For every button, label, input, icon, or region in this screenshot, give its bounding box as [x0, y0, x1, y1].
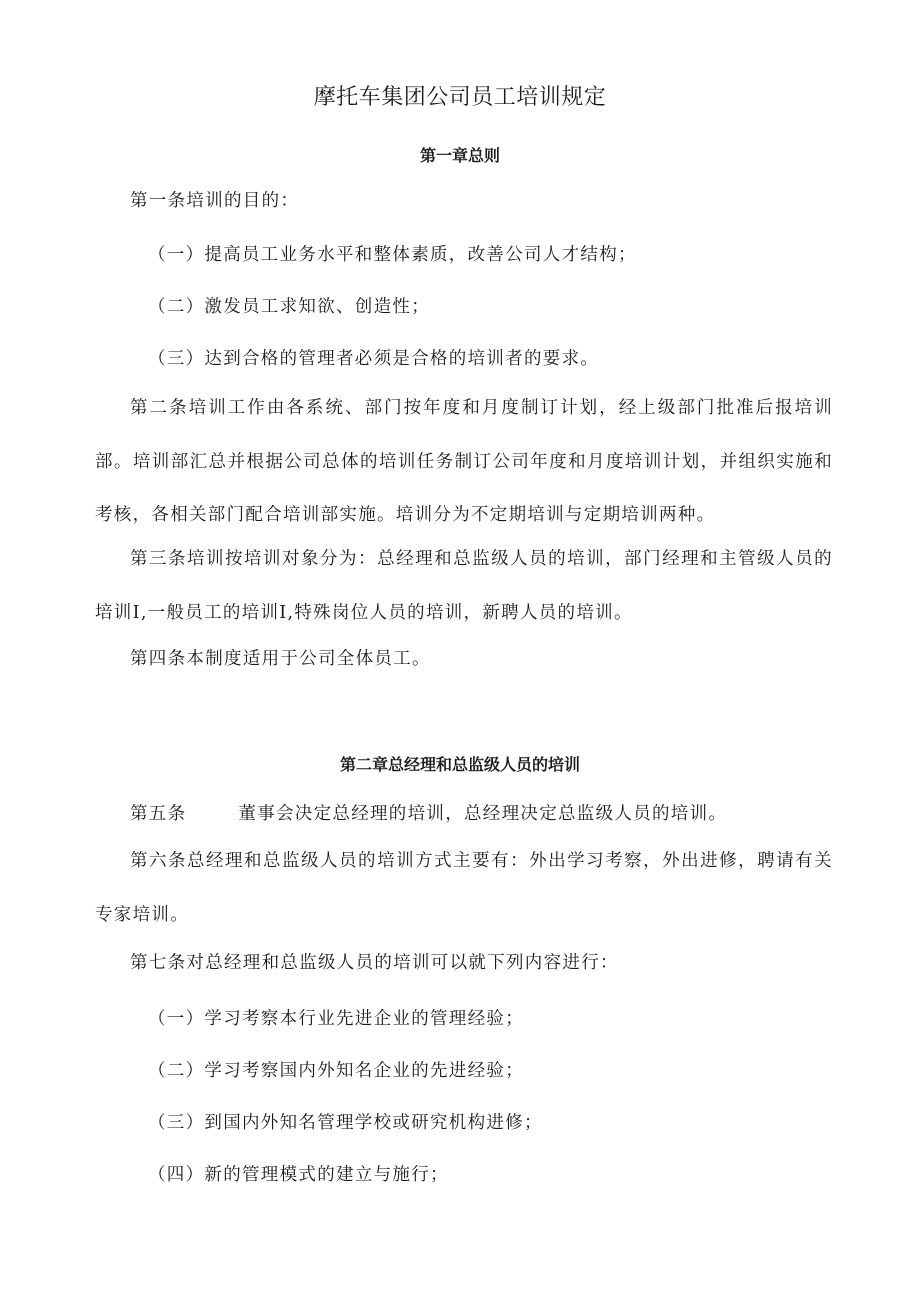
- article-7-item-1: （一）学习考察本行业先进企业的管理经验；: [148, 1009, 524, 1029]
- article-4: 第四条本制度适用于公司全体员工。: [130, 649, 431, 669]
- article-1-item-3: （三）达到合格的管理者必须是合格的培训者的要求。: [148, 349, 600, 369]
- document-title: 摩托车集团公司员工培训规定: [313, 85, 607, 110]
- article-7-item-4: （四）新的管理模式的建立与施行；: [148, 1165, 449, 1185]
- article-3: 第三条培训按培训对象分为：总经理和总监级人员的培训，部门经理和主管级人员的培训I,一般员工的培训I,特殊岗位人员的培训，新聘人员的培训。: [95, 549, 833, 623]
- article-1-intro: 第一条培训的目的：: [130, 191, 300, 211]
- article-5: [130, 800, 727, 825]
- article-1-item-2: （二）激发员工求知欲、创造性；: [148, 297, 430, 317]
- article-2: 第二条培训工作由各系统、部门按年度和月度制订计划，经上级部门批准后报培训部。培训部汇总并根据公司总体的培训任务制订公司年度和月度培训计划，并组织实施和考核，各相关部门配合培训部实施。培训分为不定期培训与定期培训两种。: [95, 398, 833, 525]
- chapter-2-heading: 第二章总经理和总监级人员的培训: [339, 755, 580, 774]
- article-7-item-3: （三）到国内外知名管理学校或研究机构进修；: [148, 1113, 543, 1133]
- article-5-label: 第五条: [130, 804, 187, 824]
- article-7-intro: 第七条对总经理和总监级人员的培训可以就下列内容进行：: [130, 953, 619, 973]
- article-7-item-2: （二）学习考察国内外知名企业的先进经验；: [148, 1061, 524, 1081]
- article-6: 第六条总经理和总监级人员的培训方式主要有：外出学习考察，外出进修，聘请有关专家培训。: [95, 851, 833, 925]
- article-1-item-1: （一）提高员工业务水平和整体素质，改善公司人才结构；: [148, 245, 637, 265]
- article-5-text: 董事会决定总经理的培训，总经理决定总监级人员的培训。: [238, 804, 728, 824]
- chapter-1-heading: 第一章总则: [419, 146, 500, 165]
